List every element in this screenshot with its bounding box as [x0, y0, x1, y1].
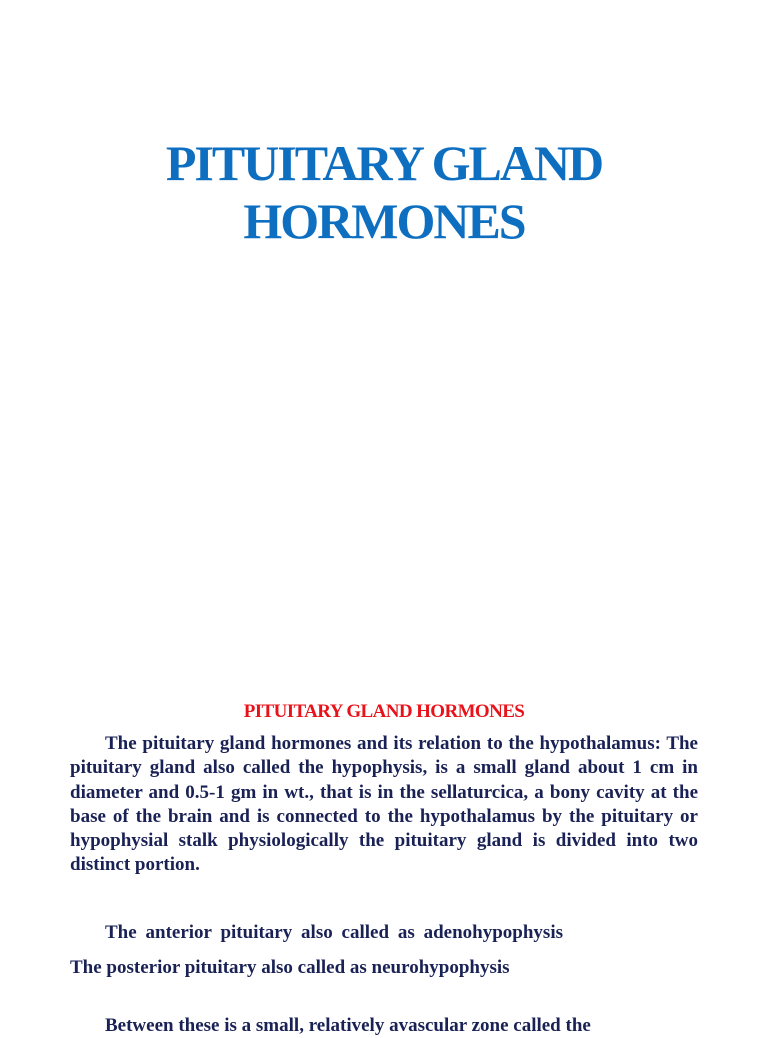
cover-title-line-1: PITUITARY GLAND: [165, 135, 603, 191]
body-paragraph-3: Between these is a small, relatively avascular zone called the: [105, 1015, 591, 1036]
body-paragraph-1: The pituitary gland hormones and its relation to the hypothalamus: The pituitary gland also called the hypophysis, is a small gland about 1 cm in diameter and 0.5-1 gm in wt., that is in the sellaturcica, a bony cavity at the base of the brain and is connected to the hypothalamus by the pituitary or hypophysial stalk physiologically the pituitary gland is divided into two distinct portion.: [70, 733, 698, 876]
section-heading: PITUITARY GLAND HORMONES: [243, 701, 525, 722]
cover-title: [0, 134, 768, 250]
cover-title-line-2: HORMONES: [243, 193, 525, 249]
body-paragraph-2: The anterior pituitary also called as adenohypophysis The posterior pituitary also called as neurohypophysis: [70, 922, 563, 978]
